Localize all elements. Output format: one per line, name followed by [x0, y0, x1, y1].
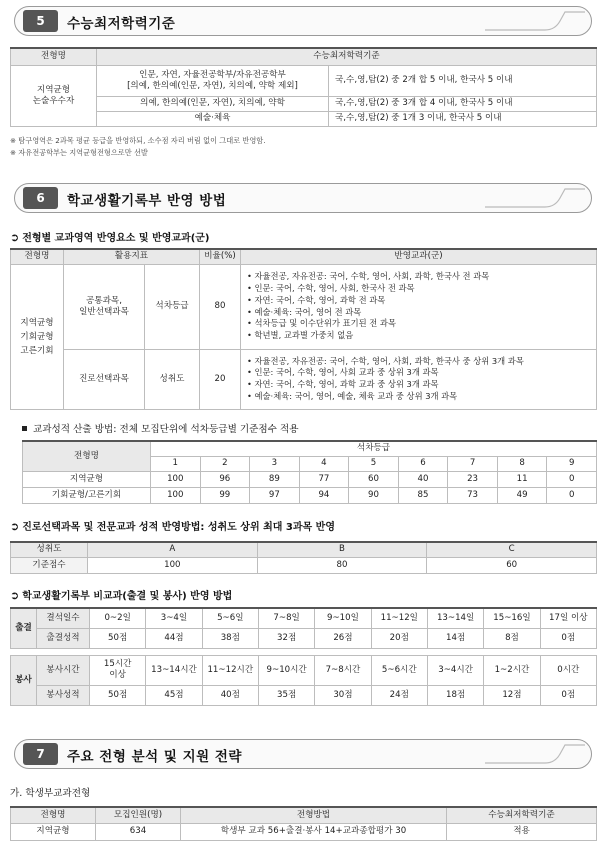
score-cell: 49 — [497, 487, 547, 503]
score-cell: 26점 — [315, 628, 371, 648]
decoration-icon — [485, 11, 585, 31]
note: ※ 탐구영역은 2과목 평균 등급을 반영하되, 소수점 자리 버림 없이 그대로 반영함. — [10, 136, 266, 145]
subheading — [10, 229, 210, 244]
hours-cell: 11~12시간 — [202, 655, 258, 685]
subheading-text: 진로선택과목 및 전문교과 성적 반영방법: 성취도 상위 최대 3과목 반영 — [22, 522, 335, 533]
score-cell: 97 — [250, 487, 300, 503]
days-cell: 13~14일 — [427, 608, 483, 628]
grade-cell: 3 — [250, 456, 300, 471]
days-cell: 5~6일 — [202, 608, 258, 628]
days-cell: 9~10일 — [315, 608, 371, 628]
score-cell: 40 — [398, 471, 448, 487]
section-title: 학교생활기록부 반영 방법 — [67, 193, 227, 209]
score-cell: 60 — [427, 557, 597, 573]
section-6-header — [14, 183, 592, 213]
score-cell: 0 — [547, 471, 597, 487]
header-cell: 비율(%) — [200, 249, 241, 264]
field-cell: 인문, 자연, 자율전공학부/자유전공학부 [의예, 한의예(인문, 자연), 치의예, 약학 제외] — [97, 65, 329, 96]
subjects-cell — [241, 349, 597, 409]
score-cell: 45점 — [146, 685, 202, 705]
course-cell: 공통과목, 일반선택과목 — [64, 264, 145, 349]
criteria-cell: 국,수,영,탐(2) 중 2개 합 5 이내, 한국사 5 이내 — [329, 65, 597, 96]
grade-cell: 7 — [448, 456, 498, 471]
hours-cell: 0시간 — [540, 655, 596, 685]
grade-cell: 9 — [547, 456, 597, 471]
grade-cell: 1 — [151, 456, 201, 471]
hours-cell: 1~2시간 — [484, 655, 540, 685]
score-cell: 12점 — [484, 685, 540, 705]
table-cell: 적용 — [447, 823, 597, 840]
days-cell: 15~16일 — [484, 608, 540, 628]
score-cell: 32점 — [258, 628, 314, 648]
score-cell: 94 — [299, 487, 349, 503]
section-number: 5 — [23, 10, 58, 32]
min-score-table — [10, 47, 597, 127]
bullet-subheading — [22, 421, 299, 435]
course-cell: 진로선택과목 — [64, 349, 145, 409]
list-item: • 자율전공, 자유전공: 국어, 수학, 영어, 사회, 과학, 한국사 중 상위 3개 과목 — [247, 356, 594, 368]
days-cell: 3~4일 — [146, 608, 202, 628]
subheading-text: 교과성적 산출 방법: 전체 모집단위에 석차등급별 기준점수 적용 — [33, 424, 299, 435]
criteria-cell: 국,수,영,탐(2) 중 3개 합 4 이내, 한국사 5 이내 — [329, 96, 597, 111]
score-cell: 0 — [547, 487, 597, 503]
subjects-cell — [241, 264, 597, 349]
section-5-header — [14, 6, 592, 36]
table-cell: 학생부 교과 56+출결·봉사 14+교과종합평가 30 — [181, 823, 447, 840]
table-cell: 지역균형 — [11, 823, 96, 840]
score-cell: 100 — [88, 557, 258, 573]
group-cell: 봉사 — [11, 655, 37, 705]
score-cell: 30점 — [315, 685, 371, 705]
days-cell: 17일 이상 — [540, 608, 596, 628]
list-item: • 자율전공, 자유전공: 국어, 수학, 영어, 사회, 과학, 한국사 전 과목 — [247, 271, 594, 283]
header-criteria: 수능최저학력기준 — [97, 48, 597, 65]
score-cell: 96 — [200, 471, 250, 487]
score-cell: 90 — [349, 487, 399, 503]
section-number: 6 — [23, 187, 58, 209]
row-label: 출결성적 — [37, 628, 90, 648]
header-cell: 모집인원(명) — [96, 807, 181, 823]
header-cell: 전형명 — [11, 807, 96, 823]
group-cell: 출결 — [11, 608, 37, 648]
row-label: 결석일수 — [37, 608, 90, 628]
list-item: • 학년별, 교과별 가중치 없음 — [247, 330, 594, 342]
decoration-icon — [485, 744, 585, 764]
arrow-icon: ➲ — [10, 520, 20, 533]
hours-cell: 15시간 이상 — [90, 655, 146, 685]
grade-cell: 8 — [497, 456, 547, 471]
decoration-icon — [485, 188, 585, 208]
score-cell: 20점 — [371, 628, 427, 648]
arrow-icon: ➲ — [10, 231, 20, 244]
achievement-table — [10, 541, 597, 574]
score-cell: 99 — [200, 487, 250, 503]
score-cell: 0점 — [540, 628, 596, 648]
table-cell: 634 — [96, 823, 181, 840]
section-number: 7 — [23, 743, 58, 765]
attendance-volunteer-table — [10, 607, 597, 706]
days-cell: 0~2일 — [90, 608, 146, 628]
hours-cell: 5~6시간 — [371, 655, 427, 685]
hours-cell: 3~4시간 — [427, 655, 483, 685]
header-cell: 전형방법 — [181, 807, 447, 823]
row-label: 기준점수 — [11, 557, 88, 573]
field-cell: 의예, 한의예(인문, 자연), 치의예, 약학 — [97, 96, 329, 111]
index-cell: 성취도 — [145, 349, 200, 409]
score-cell: 73 — [448, 487, 498, 503]
subject-table — [10, 248, 597, 410]
header-cell: C — [427, 542, 597, 557]
subheading-text: 전형별 교과영역 반영요소 및 반영교과(군) — [22, 233, 210, 244]
header-cell: 전형명 — [23, 441, 151, 471]
grade-cell: 4 — [299, 456, 349, 471]
section-title: 주요 전형 분석 및 지원 전략 — [67, 749, 242, 765]
list-item: • 예술·체육: 국어, 영어, 예술, 체육 교과 중 상위 3개 과목 — [247, 391, 594, 403]
score-cell: 60 — [349, 471, 399, 487]
row-label: 기회균형/고른기회 — [23, 487, 151, 503]
grade-cell: 2 — [200, 456, 250, 471]
header-cell: 성취도 — [11, 542, 88, 557]
days-cell: 7~8일 — [258, 608, 314, 628]
admission-table — [10, 806, 597, 841]
ratio-cell: 80 — [200, 264, 241, 349]
criteria-cell: 국,수,영,탐(2) 중 1개 3 이내, 한국사 5 이내 — [329, 111, 597, 126]
list-item: • 예술·체육: 국어, 영어 전 과목 — [247, 307, 594, 319]
note: ※ 자유전공학부는 지역균형전형으로만 선발 — [10, 148, 148, 157]
grade-cell: 5 — [349, 456, 399, 471]
header-cell: 석차등급 — [151, 441, 597, 456]
section-7-header — [14, 739, 592, 769]
hours-cell: 13~14시간 — [146, 655, 202, 685]
score-cell: 18점 — [427, 685, 483, 705]
days-cell: 11~12일 — [371, 608, 427, 628]
header-cell: B — [257, 542, 427, 557]
subheading — [10, 587, 232, 602]
score-cell: 35점 — [258, 685, 314, 705]
field-cell: 예술·체육 — [97, 111, 329, 126]
row-label: 봉사성적 — [37, 685, 90, 705]
score-cell: 50점 — [90, 628, 146, 648]
score-cell: 24점 — [371, 685, 427, 705]
score-cell: 100 — [151, 487, 201, 503]
score-cell: 38점 — [202, 628, 258, 648]
list-item: • 자연: 국어, 수학, 영어, 과학 전 과목 — [247, 295, 594, 307]
index-cell: 석차등급 — [145, 264, 200, 349]
ratio-cell: 20 — [200, 349, 241, 409]
hours-cell: 9~10시간 — [258, 655, 314, 685]
subheading: 가. 학생부교과전형 — [10, 788, 91, 799]
subheading-text: 학교생활기록부 비교과(출결 및 봉사) 반영 방법 — [22, 591, 233, 602]
score-cell: 8점 — [484, 628, 540, 648]
score-cell: 11 — [497, 471, 547, 487]
header-cell: 반영교과(군) — [241, 249, 597, 264]
score-cell: 85 — [398, 487, 448, 503]
hours-cell: 7~8시간 — [315, 655, 371, 685]
score-cell: 0점 — [540, 685, 596, 705]
header-name: 전형명 — [11, 48, 97, 65]
list-item: • 인문: 국어, 수학, 영어, 사회, 한국사 전 과목 — [247, 283, 594, 295]
header-cell: 활용지표 — [64, 249, 200, 264]
arrow-icon: ➲ — [10, 589, 20, 602]
row-label: 봉사시간 — [37, 655, 90, 685]
score-cell: 40점 — [202, 685, 258, 705]
list-item: • 자연: 국어, 수학, 영어, 과학 교과 중 상위 3개 과목 — [247, 379, 594, 391]
grade-cell: 6 — [398, 456, 448, 471]
list-item: • 석차등급 및 이수단위가 표기된 전 과목 — [247, 318, 594, 330]
score-cell: 89 — [250, 471, 300, 487]
row-label: 지역균형 — [23, 471, 151, 487]
group-cell: 지역균형 논술우수자 — [11, 65, 97, 126]
header-cell: A — [88, 542, 258, 557]
score-cell: 23 — [448, 471, 498, 487]
score-cell: 50점 — [90, 685, 146, 705]
group-cell: 지역균형 기회균형 고른기회 — [11, 264, 64, 409]
list-item: • 인문: 국어, 수학, 영어, 사회 교과 중 상위 3개 과목 — [247, 367, 594, 379]
header-cell: 수능최저학력기준 — [447, 807, 597, 823]
square-bullet-icon — [22, 426, 27, 431]
score-cell: 100 — [151, 471, 201, 487]
score-cell: 14점 — [427, 628, 483, 648]
score-cell: 80 — [257, 557, 427, 573]
section-title: 수능최저학력기준 — [67, 16, 176, 32]
subheading — [10, 518, 335, 533]
header-cell: 전형명 — [11, 249, 64, 264]
grade-score-table — [22, 440, 597, 504]
score-cell: 44점 — [146, 628, 202, 648]
score-cell: 77 — [299, 471, 349, 487]
